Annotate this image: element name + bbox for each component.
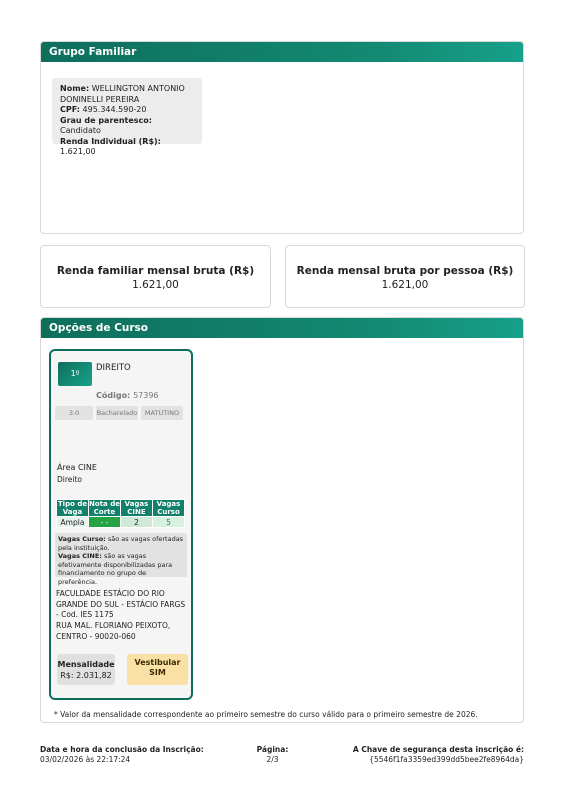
legend-cine-text: são as vagas efetivamente disponibilizadas para financiamento no grupo de preferência. xyxy=(58,552,173,586)
vestibular-label: Vestibular xyxy=(134,658,181,667)
institution-address: RUA MAL. FLORIANO PEIXOTO, CENTRO - 90020-060 xyxy=(56,621,171,641)
renda-pessoa-box xyxy=(285,245,525,308)
vestibular-box xyxy=(127,654,188,685)
vagas-table xyxy=(56,499,185,528)
legend-cine-label: Vagas CINE: xyxy=(58,552,102,560)
area-cine-value: Direito xyxy=(57,475,83,484)
cell-nota: - - xyxy=(89,517,121,528)
parentesco-label: Grau de parentesco: xyxy=(60,115,152,125)
vestibular-value: SIM xyxy=(149,668,166,677)
vagas-legend xyxy=(55,533,187,586)
mensalidade-label: Mensalidade xyxy=(57,660,115,669)
course-card[interactable] xyxy=(49,349,193,700)
renda-pessoa-value: 1.621,00 xyxy=(381,279,429,291)
footer-key xyxy=(353,745,524,765)
area-cine-label: Área CINE xyxy=(57,463,97,472)
cell-vagas-curso: 5 xyxy=(153,517,185,528)
nome-label: Nome: xyxy=(60,84,90,93)
opcoes-curso-header: Opções de Curso xyxy=(41,318,523,338)
table-header-tipo: Tipo de Vaga xyxy=(57,500,88,516)
footer-page-value: 2/3 xyxy=(266,755,279,764)
footer-page xyxy=(240,745,305,765)
cell-tipo: Ampla xyxy=(57,517,89,528)
grupo-familiar-header: Grupo Familiar xyxy=(41,42,523,62)
table-row xyxy=(57,517,185,528)
footer-page-label: Página: xyxy=(256,745,289,754)
course-degree-chip: Bacharelado xyxy=(96,406,138,420)
table-header-vagas-curso: Vagas Curso xyxy=(153,500,185,517)
course-rank-badge: 1º xyxy=(58,362,92,386)
institution-name: FACULDADE ESTÁCIO DO RIO GRANDE DO SUL - ESTÁCIO FARGS - Cod. IES 1175 xyxy=(56,589,186,619)
footer-date xyxy=(40,745,204,765)
member-renda: 1.621,00 xyxy=(60,147,96,156)
cell-vagas-cine: 2 xyxy=(121,517,153,528)
grupo-familiar-panel xyxy=(40,41,524,234)
legend-curso-text: são as vagas ofertadas pela instituição. xyxy=(58,535,184,552)
footer-key-label: A Chave de segurança desta inscrição é: xyxy=(352,745,524,754)
course-shift-chip: MATUTINO xyxy=(141,406,183,420)
mensalidade-box xyxy=(57,654,115,685)
course-code-label: Código: xyxy=(96,391,131,400)
mensalidade-footnote: * Valor da mensalidade correspondente ao primeiro semestre do curso válido para o primeiro semestre de 2026. xyxy=(54,710,478,719)
member-card xyxy=(52,78,202,156)
legend-curso-label: Vagas Curso: xyxy=(58,535,106,543)
table-header-nota: Nota de Corte xyxy=(89,500,120,516)
member-name: WELLINGTON ANTONIO DONINELLI PEREIRA xyxy=(60,84,185,104)
course-duration-chip: 3.0 xyxy=(55,406,93,420)
mensalidade-value: R$: 2.031,82 xyxy=(60,670,112,680)
footer-date-value: 03/02/2026 às 22:17:24 xyxy=(40,755,131,764)
renda-familiar-value: 1.621,00 xyxy=(132,279,179,291)
footer-date-label: Data e hora da conclusão da Inscrição: xyxy=(40,745,204,754)
opcoes-curso-panel xyxy=(40,317,524,723)
member-parentesco: Candidato xyxy=(60,126,101,135)
course-code xyxy=(96,391,159,400)
course-chips xyxy=(55,406,183,420)
renda-familiar-box xyxy=(40,245,271,308)
footer-key-value: {5546f1fa3359ed399dd5bee2fe8964da} xyxy=(369,755,524,764)
cpf-label: CPF: xyxy=(60,105,80,114)
course-code-value: 57396 xyxy=(133,391,159,400)
table-header-vagas-cine: Vagas CINE xyxy=(121,500,153,517)
renda-pessoa-title: Renda mensal bruta por pessoa (R$) xyxy=(296,265,514,277)
course-name: DIREITO xyxy=(96,363,131,373)
renda-familiar-title: Renda familiar mensal bruta (R$) xyxy=(56,265,255,277)
renda-individual-label: Renda Individual (R$): xyxy=(60,136,161,146)
member-cpf: 495.344.590-20 xyxy=(82,105,147,114)
